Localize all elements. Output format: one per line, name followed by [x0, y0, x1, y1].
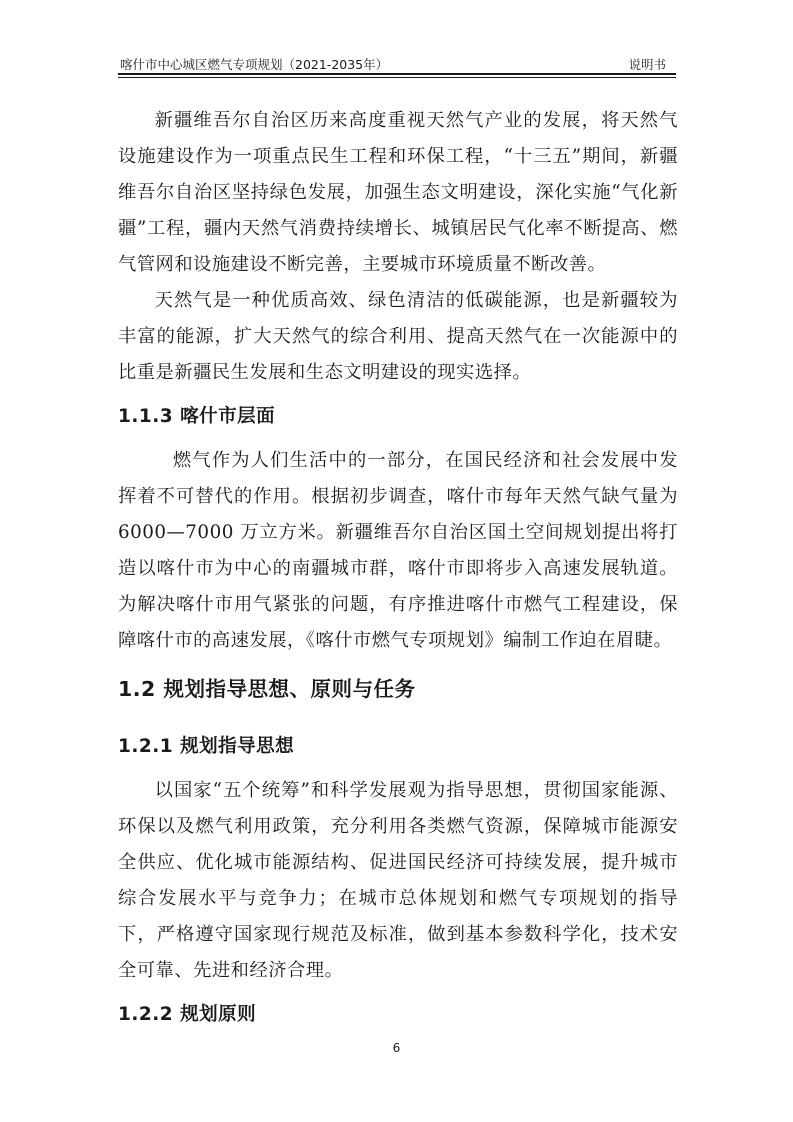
page-content [118, 103, 678, 1041]
header-doc-type: 说明书 [628, 57, 666, 72]
heading-1-1-3: 1.1.3 喀什市层面 [118, 406, 276, 427]
page-number: 6 [392, 1041, 401, 1055]
heading-1-2-2: 1.2.2 规划原则 [118, 1004, 257, 1025]
heading-1-2: 1.2 规划指导思想、原则与任务 [118, 677, 416, 701]
paragraph-xinjiang-development: 新疆维吾尔自治区历来高度重视天然气产业的发展，将天然气设施建设作为一项重点民生工程和环保工程，“十三五”期间，新疆维吾尔自治区坚持绿色发展，加强生态文明建设，深化实施“气化新疆”工程，疆内天然气消费持续增长、城镇居民气化率不断提高、燃气管网和设施建设不断完善，主要城市环境质量不断改善。 [118, 110, 678, 275]
header-rule-thick [118, 73, 676, 75]
paragraph-guiding-ideology: 以国家“五个统筹”和科学发展观为指导思想，贯彻国家能源、环保以及燃气利用政策，充分利用各类燃气资源，保障城市能源安全供应、优化城市能源结构、促进国民经济可持续发展，提升城市综合发展水平与竞争力；在城市总体规划和燃气专项规划的指导下，严格遵守国家现行规范及标准，做到基本参数科学化，技术安全可靠、先进和经济合理。 [118, 780, 678, 981]
page-header [118, 53, 676, 75]
header-rule-thin [118, 77, 676, 78]
heading-1-2-1: 1.2.1 规划指导思想 [118, 736, 295, 757]
paragraph-natural-gas-energy: 天然气是一种优质高效、绿色清洁的低碳能源，也是新疆较为丰富的能源，扩大天然气的综合利用、提高天然气在一次能源中的比重是新疆民生发展和生态文明建设的现实选择。 [118, 290, 678, 383]
header-title: 喀什市中心城区燃气专项规划（2021-2035年） [120, 57, 389, 72]
paragraph-kashgar-level: 燃气作为人们生活中的一部分，在国民经济和社会发展中发挥着不可替代的作用。根据初步调查，喀什市每年天然气缺气量为 6000—7000 万立方米。新疆维吾尔自治区国土空间规划提出将打造以喀什市为中心的南疆城市群，喀什市即将步入高速发展轨道。为解决喀什市用气紧张的问题，有序推进喀什市燃气工程建设，保障喀什市的高速发展，《喀什市燃气专项规划》编制工作迫在眉睫。 [118, 450, 678, 651]
